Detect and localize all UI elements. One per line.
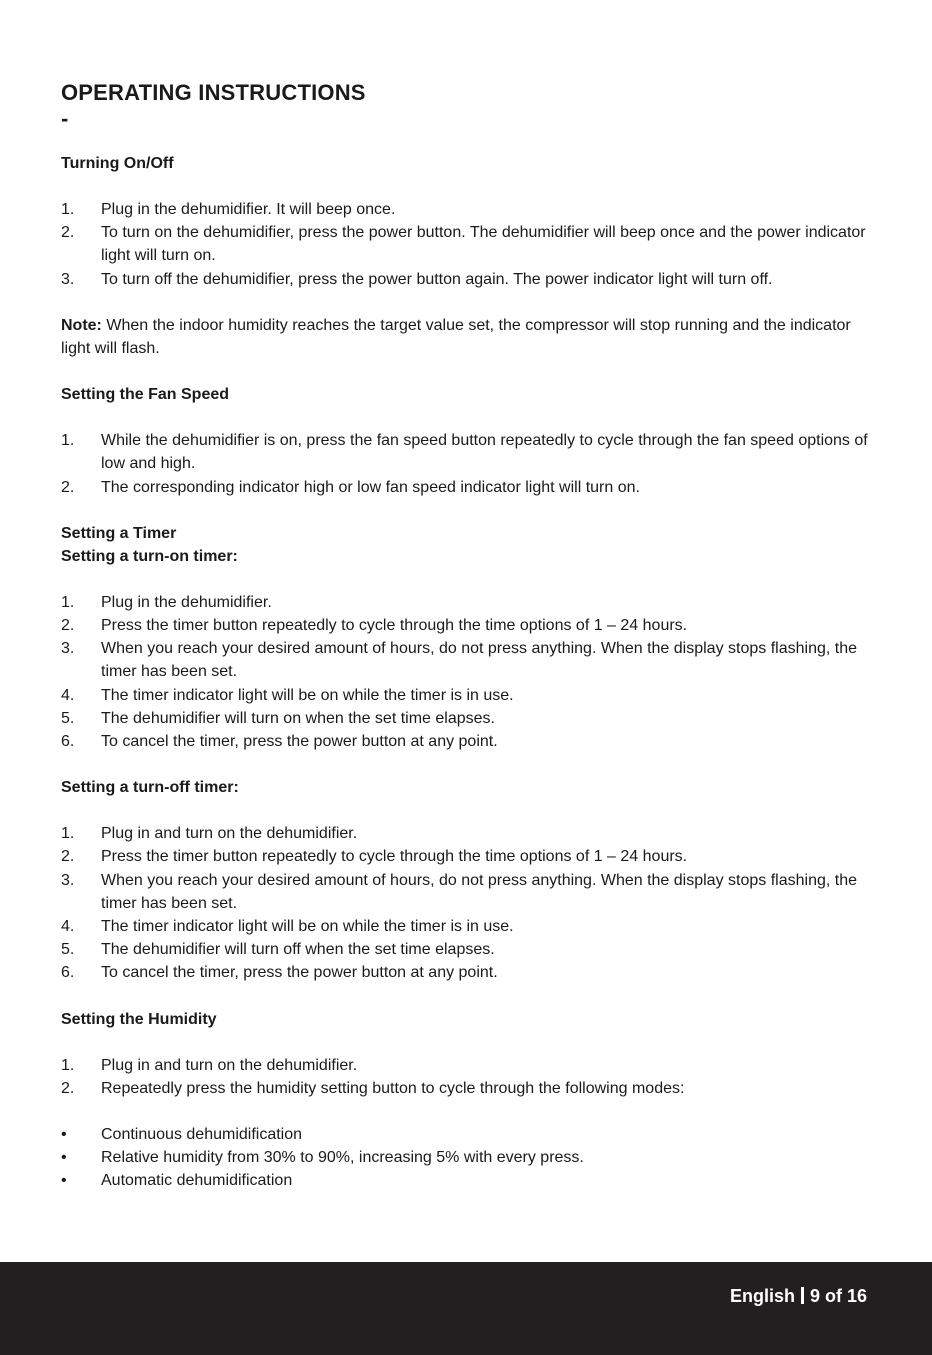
bullet-item: • Automatic dehumidification bbox=[61, 1172, 293, 1190]
list-item: 5. The dehumidifier will turn off when the set time elapses. bbox=[61, 941, 495, 959]
list-humidity bbox=[61, 1054, 871, 1100]
bullet-item: • Relative humidity from 30% to 90%, increasing 5% with every press. bbox=[61, 1149, 584, 1167]
list-item: 3. When you reach your desired amount of hours, do not press anything. When the display stops flashing, the timer has been set. bbox=[61, 871, 857, 912]
heading-humidity: Setting the Humidity bbox=[61, 1010, 217, 1028]
footer-page-info bbox=[730, 1286, 867, 1307]
heading-setting-timer: Setting a Timer bbox=[61, 524, 177, 542]
list-item: 2. The corresponding indicator high or low fan speed indicator light will turn on. bbox=[61, 478, 640, 496]
list-item: 5. The dehumidifier will turn on when the set time elapses. bbox=[61, 709, 495, 727]
heading-turn-off-timer: Setting a turn-off timer: bbox=[61, 779, 239, 797]
heading-turning-on-off: Turning On/Off bbox=[61, 155, 174, 172]
list-item: 1. While the dehumidifier is on, press the fan speed button repeatedly to cycle through the fan speed options of low and high. bbox=[61, 432, 868, 473]
list-item: 4. The timer indicator light will be on while the timer is in use. bbox=[61, 918, 514, 936]
list-item: 2. Press the timer button repeatedly to cycle through the time options of 1 – 24 hours. bbox=[61, 617, 688, 635]
footer-divider bbox=[801, 1287, 804, 1304]
list-item: 2. Press the timer button repeatedly to cycle through the time options of 1 – 24 hours. bbox=[61, 848, 688, 866]
list-item: 1. Plug in the dehumidifier. bbox=[61, 593, 272, 611]
list-item: 1. Plug in and turn on the dehumidifier. bbox=[61, 1056, 358, 1074]
list-item: 2. Repeatedly press the humidity setting button to cycle through the following modes: bbox=[61, 1079, 685, 1097]
page-title: OPERATING INSTRUCTIONS bbox=[61, 80, 366, 105]
list-item: 6. To cancel the timer, press the power button at any point. bbox=[61, 964, 498, 982]
list-timer-off bbox=[61, 822, 871, 984]
list-item: 3. When you reach your desired amount of hours, do not press anything. When the display stops flashing, the timer has been set. bbox=[61, 640, 857, 681]
footer-page-number: 9 of 16 bbox=[809, 1286, 867, 1306]
list-item: 3. To turn off the dehumidifier, press the power button again. The power indicator light will turn off. bbox=[61, 270, 773, 288]
document-body bbox=[61, 78, 871, 1193]
list-item: 4. The timer indicator light will be on while the timer is in use. bbox=[61, 686, 514, 704]
title-dash: - bbox=[61, 106, 69, 131]
note-paragraph bbox=[61, 314, 871, 360]
list-fan bbox=[61, 429, 871, 499]
list-item: 6. To cancel the timer, press the power button at any point. bbox=[61, 733, 498, 751]
note-text: When the indoor humidity reaches the target value set, the compressor will stop running and the indicator light will flash. bbox=[61, 316, 851, 358]
list-timer-on bbox=[61, 591, 871, 753]
list-item: 1. Plug in the dehumidifier. It will beep once. bbox=[61, 201, 396, 218]
list-humidity-modes bbox=[61, 1123, 871, 1193]
page-footer bbox=[0, 1262, 932, 1355]
note-label: Note: bbox=[61, 316, 102, 334]
list-item: 1. Plug in and turn on the dehumidifier. bbox=[61, 825, 358, 843]
heading-fan-speed: Setting the Fan Speed bbox=[61, 386, 230, 404]
subheading-turn-on-timer: Setting a turn-on timer: bbox=[61, 547, 238, 565]
footer-language: English bbox=[729, 1286, 795, 1306]
list-onoff bbox=[61, 198, 871, 291]
bullet-item: • Continuous dehumidification bbox=[61, 1126, 303, 1144]
list-item: 2. To turn on the dehumidifier, press the power button. The dehumidifier will beep once and the power indicator light will turn on. bbox=[61, 224, 866, 265]
